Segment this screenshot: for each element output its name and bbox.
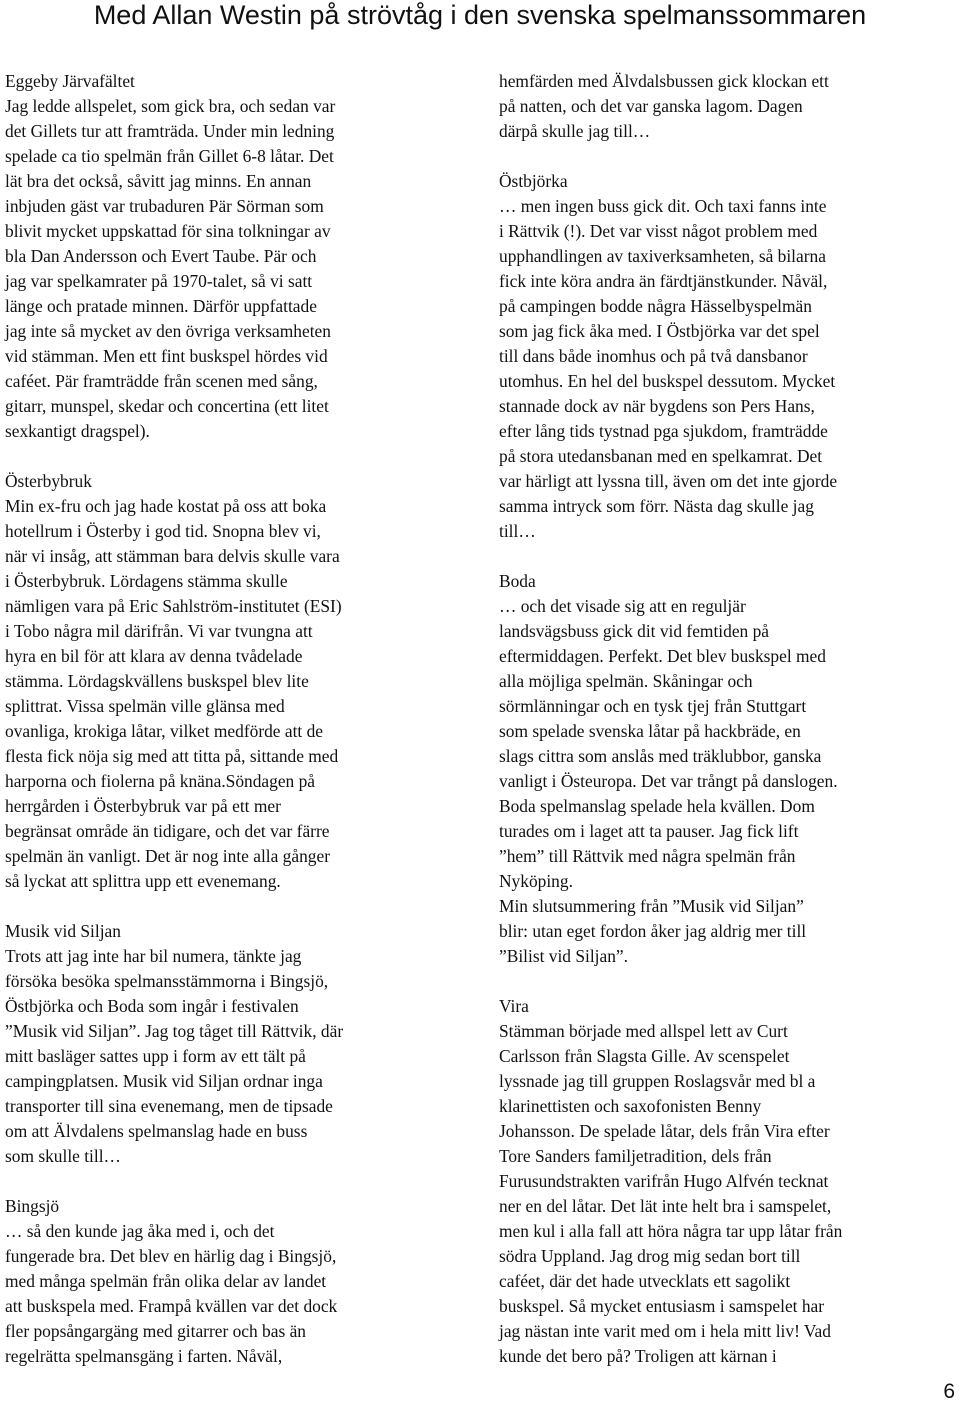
section-body: hemfärden med Älvdalsbussen gick klockan ett på natten, och det var ganska lagom. Dagen därpå skulle jag till…	[499, 71, 829, 141]
section-musik-vid-siljan	[5, 919, 440, 1169]
left-column	[5, 69, 440, 1394]
section-heading: Österbybruk	[5, 471, 92, 491]
section-heading: Eggeby Järvafältet	[5, 71, 135, 91]
section-body: … så den kunde jag åka med i, och det fungerade bra. Det blev en härlig dag i Bingsjö, med många spelmän från olika delar av landet att buskspela med. Frampå kvällen var det dock fler popsångargäng med gitarrer och bas än regelrätta spelmansgäng i farten. Nåväl,	[5, 1221, 338, 1366]
section-body: Min ex-fru och jag hade kostat på oss att boka hotellrum i Österby i god tid. Snopna blev vi, när vi insåg, att stämman bara delvis skulle vara i Österbybruk. Lördagens stämma skulle nämligen vara på Eric Sahlström-institutet (ESI) i Tobo några mil därifrån. Vi var tvungna att hyra en bil för att klara av denna tvådelade stämma. Lördagskvällens buskspel blev lite splittrat. Vissa spelmän ville glänsa med ovanliga, krokiga låtar, vilket medförde att de flesta fick nöja sig med att titta på, sittande med harporna och fiolerna på knäna.Söndagen på herrgården i Österbybruk var på ett mer begränsat område än tidigare, och det var färre spelmän än vanligt. Det är nog inte alla gånger så lyckat att splittra upp ett evenemang.	[5, 496, 342, 891]
section-body: … och det visade sig att en reguljär landsvägsbuss gick dit vid femtiden på eftermiddagen. Perfekt. Det blev buskspel med alla möjliga spelmän. Skåningar och sörmlänningar och en tysk tjej från Stuttgart som spelade svenska låtar på hackbräde, en slags cittra som anslås med träklubbor, ganska vanligt i Östeuropa. Det var trångt på danslogen. Boda spelmanslag spelade hela kvällen. Dom turades om i laget att ta pauser. Jag fick lift ”hem” till Rättvik med några spelmän från Nyköping. Min slutsummering från ”Musik vid Siljan” blir: utan eget fordon åker jag aldrig mer till ”Bilist vid Siljan”.	[499, 596, 838, 966]
section-body: Trots att jag inte har bil numera, tänkte jag försöka besöka spelmansstämmorna i Bingsjö, Östbjörka och Boda som ingår i festivalen ”Musik vid Siljan”. Jag tog tåget till Rättvik, där mitt basläger sattes upp i form av ett tält på campingplatsen. Musik vid Siljan ordnar inga transporter till sina evenemang, men de tipsade om att Älvdalens spelmanslag hade en buss som skulle till…	[5, 946, 344, 1166]
right-column	[499, 69, 939, 1394]
section-boda	[499, 569, 939, 969]
section-body: Stämman började med allspel lett av Curt Carlsson från Slagsta Gille. Av scenspelet lyssnade jag till gruppen Roslagsvår med bl a klarinettisten och saxofonisten Benny Johansson. De spelade låtar, dels från Vira efter Tore Sanders familjetradition, dels från Furusundstrakten varifrån Hugo Alfvén tecknat ner en del låtar. Det lät inte helt bra i samspelet, men kul i alla fall att höra några tar upp låtar från södra Uppland. Jag drog mig sedan bort till caféet, där det hade utvecklats ett sagolikt buskspel. Så mycket entusiasm i samspelet har jag nästan inte varit med om i hela mitt liv! Vad kunde det bero på? Troligen att kärnan i	[499, 1021, 843, 1366]
page-title: Med Allan Westin på strövtåg i den svenska spelmanssommaren	[93, 0, 867, 30]
section-body: … men ingen buss gick dit. Och taxi fanns inte i Rättvik (!). Det var visst något problem med upphandlingen av taxiverksamheten, så bilarna fick inte köra andra än färdtjänstkunder. Nåväl, på campingen bodde några Hässelbyspelmän som jag fick åka med. I Östbjörka var det spel till dans både inomhus och på två dansbanor utomhus. En hel del buskspel dessutom. Mycket stannade dock av när bygdens son Pers Hans, efter lång tids tystnad pga sjukdom, framträdde på stora utedansbanan med en spelkamrat. Det var härligt att lyssna till, även om det inte gjorde samma intryck som förr. Nästa dag skulle jag till…	[499, 196, 838, 541]
section-body: Jag ledde allspelet, som gick bra, och sedan var det Gillets tur att framträda. Under min ledning spelade ca tio spelmän från Gillet 6-8 låtar. Det lät bra det också, såvitt jag minns. En annan inbjuden gäst var trubaduren Pär Sörman som blivit mycket uppskattad för sina tolkningar av bla Dan Andersson och Evert Taube. Pär och jag var spelkamrater på 1970-talet, så vi satt länge och pratade minnen. Därför uppfattade jag inte så mycket av den övriga verksamheten vid stämman. Men ett fint buskspel hördes vid caféet. Pär framträdde från scenen med sång, gitarr, munspel, skedar och concertina (ett litet sexkantigt dragspel).	[5, 96, 336, 441]
section-heading: Östbjörka	[499, 171, 568, 191]
section-osterbybruk	[5, 469, 440, 894]
section-heading: Musik vid Siljan	[5, 921, 121, 941]
section-eggeby	[5, 69, 440, 444]
section-heading: Vira	[499, 996, 529, 1016]
section-heading: Bingsjö	[5, 1196, 60, 1216]
section-heading: Boda	[499, 571, 536, 591]
section-vira	[499, 994, 939, 1369]
section-continuation	[499, 69, 939, 144]
section-bingsjo	[5, 1194, 440, 1369]
page-number: 6	[943, 1380, 955, 1403]
section-ostbjorka	[499, 169, 939, 544]
